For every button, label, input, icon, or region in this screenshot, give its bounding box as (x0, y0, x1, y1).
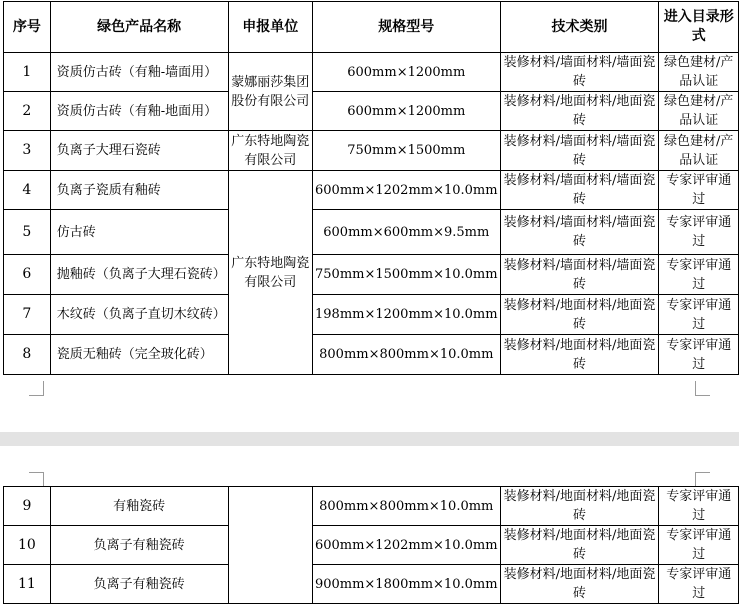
header-category: 技术类别 (500, 2, 659, 53)
cell-seq: 10 (4, 526, 51, 565)
table-row (4, 92, 739, 131)
product-table-page-1 (3, 1, 739, 375)
page-corner-mark (695, 472, 710, 487)
cell-name: 负离子瓷质有釉砖 (50, 171, 228, 210)
cell-spec: 600mm×1200mm (313, 53, 501, 92)
header-spec: 规格型号 (313, 2, 501, 53)
page-break (0, 432, 739, 446)
cell-category: 装修材料/墙面材料/墙面瓷砖 (500, 255, 659, 295)
cell-form: 专家评审通过 (659, 295, 739, 335)
cell-category: 装修材料/地面材料/地面瓷砖 (500, 487, 659, 526)
cell-spec: 600mm×1202mm×10.0mm (313, 171, 501, 210)
cell-name: 资质仿古砖（有釉-墙面用） (50, 53, 228, 92)
cell-category: 装修材料/地面材料/地面瓷砖 (500, 335, 659, 375)
cell-seq: 4 (4, 171, 51, 210)
cell-spec: 198mm×1200mm×10.0mm (313, 295, 501, 335)
cell-spec: 750mm×1500mm (313, 131, 501, 171)
cell-form: 专家评审通过 (659, 335, 739, 375)
cell-unit: 蒙娜丽莎集团股份有限公司 (228, 53, 312, 131)
cell-spec: 600mm×600mm×9.5mm (313, 210, 501, 255)
table-row (4, 526, 739, 565)
table-row (4, 335, 739, 375)
cell-spec: 800mm×800mm×10.0mm (313, 335, 501, 375)
table-row (4, 171, 739, 210)
header-form: 进入目录形式 (659, 2, 739, 53)
header-row (4, 2, 739, 53)
cell-name: 有釉瓷砖 (50, 487, 228, 526)
page-corner-mark (695, 381, 710, 396)
table-row (4, 53, 739, 92)
header-name: 绿色产品名称 (50, 2, 228, 53)
cell-spec: 600mm×1200mm (313, 92, 501, 131)
cell-name: 负离子有釉瓷砖 (50, 526, 228, 565)
cell-form: 专家评审通过 (659, 171, 739, 210)
cell-name: 负离子大理石瓷砖 (50, 131, 228, 171)
page-corner-mark (29, 472, 44, 487)
header-seq: 序号 (4, 2, 51, 53)
cell-name: 抛釉砖（负离子大理石瓷砖） (50, 255, 228, 295)
cell-category: 装修材料/地面材料/地面瓷砖 (500, 565, 659, 604)
cell-spec: 750mm×1500mm×10.0mm (313, 255, 501, 295)
cell-name: 仿古砖 (50, 210, 228, 255)
cell-unit: 广东特地陶瓷有限公司 (228, 131, 312, 171)
cell-name: 资质仿古砖（有釉-地面用） (50, 92, 228, 131)
table-row (4, 131, 739, 171)
cell-seq: 7 (4, 295, 51, 335)
cell-seq: 8 (4, 335, 51, 375)
cell-seq: 6 (4, 255, 51, 295)
cell-name: 瓷质无釉砖（完全玻化砖） (50, 335, 228, 375)
table-row (4, 255, 739, 295)
cell-category: 装修材料/墙面材料/墙面瓷砖 (500, 171, 659, 210)
cell-seq: 5 (4, 210, 51, 255)
cell-unit: 广东特地陶瓷有限公司 (228, 171, 312, 375)
cell-name: 负离子有釉瓷砖 (50, 565, 228, 604)
header-unit: 申报单位 (228, 2, 312, 53)
cell-form: 专家评审通过 (659, 487, 739, 526)
cell-category: 装修材料/墙面材料/墙面瓷砖 (500, 210, 659, 255)
cell-category: 装修材料/墙面材料/墙面瓷砖 (500, 131, 659, 171)
cell-category: 装修材料/墙面材料/墙面瓷砖 (500, 53, 659, 92)
cell-spec: 800mm×800mm×10.0mm (312, 487, 500, 526)
cell-form: 专家评审通过 (659, 526, 739, 565)
table-row (4, 565, 739, 604)
cell-name: 木纹砖（负离子直切木纹砖） (50, 295, 228, 335)
cell-form: 绿色建材/产品认证 (659, 131, 739, 171)
cell-seq: 3 (4, 131, 51, 171)
table-row (4, 210, 739, 255)
cell-unit-empty (228, 487, 312, 604)
cell-spec: 900mm×1800mm×10.0mm (312, 565, 500, 604)
cell-category: 装修材料/地面材料/地面瓷砖 (500, 295, 659, 335)
cell-form: 专家评审通过 (659, 255, 739, 295)
cell-seq: 11 (4, 565, 51, 604)
cell-seq: 1 (4, 53, 51, 92)
cell-spec: 600mm×1202mm×10.0mm (312, 526, 500, 565)
cell-seq: 9 (4, 487, 51, 526)
cell-form: 专家评审通过 (659, 565, 739, 604)
page-corner-mark (29, 381, 44, 396)
table-row (4, 295, 739, 335)
table-row (4, 487, 739, 526)
cell-form: 绿色建材/产品认证 (659, 92, 739, 131)
cell-seq: 2 (4, 92, 51, 131)
cell-form: 专家评审通过 (659, 210, 739, 255)
product-table-page-2 (3, 486, 739, 604)
cell-category: 装修材料/地面材料/地面瓷砖 (500, 92, 659, 131)
cell-category: 装修材料/地面材料/地面瓷砖 (500, 526, 659, 565)
cell-form: 绿色建材/产品认证 (659, 53, 739, 92)
